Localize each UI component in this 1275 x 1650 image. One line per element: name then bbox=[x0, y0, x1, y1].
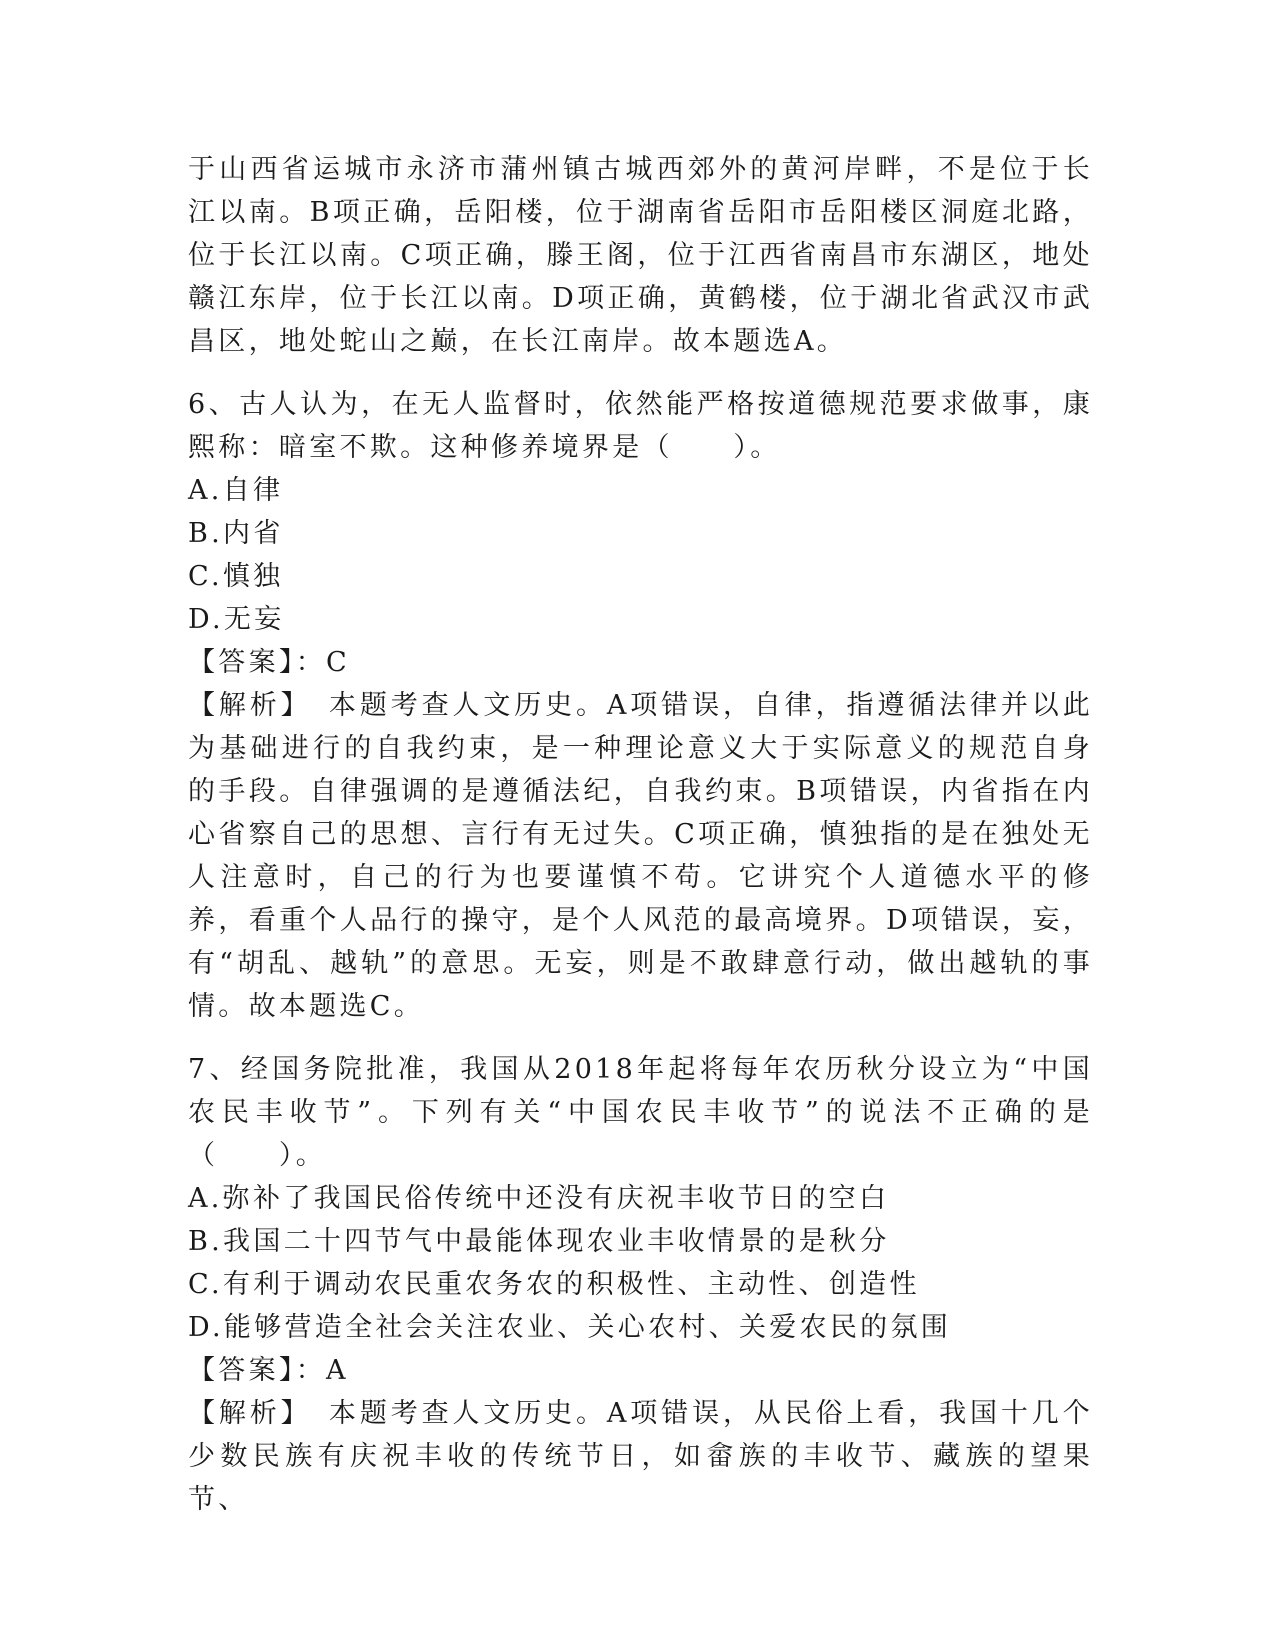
previous-question-analysis-continuation: 于山西省运城市永济市蒲州镇古城西郊外的黄河岸畔，不是位于长江以南。B项正确，岳阳楼，位于湖南省岳阳市岳阳楼区洞庭北路，位于长江以南。C项正确，滕王阁，位于江西省南昌市东湖区，地处赣江东岸，位于长江以南。D项正确，黄鹤楼，位于湖北省武汉市武昌区，地处蛇山之巅，在长江南岸。故本题选A。 bbox=[188, 154, 1093, 357]
analysis-text: 【解析】 本题考查人文历史。A项错误，自律，指遵循法律并以此为基础进行的自我约束，是一种理论意义大于实际意义的规范自身的手段。自律强调的是遵循法纪，自我约束。B项错误，内省指在内心省察自己的思想、言行有无过失。C项正确，慎独指的是在独处无人注意时，自己的行为也要谨慎不苟。它讲究个人道德水平的修养，看重个人品行的操守，是个人风范的最高境界。D项错误，妄，有“胡乱、越轨”的意思。无妄，则是不敢肆意行动，做出越轨的事情。故本题选C。 bbox=[188, 690, 1093, 1022]
document-body bbox=[188, 148, 1093, 1521]
analysis-text: 【解析】 本题考查人文历史。A项错误，从民俗上看，我国十几个少数民族有庆祝丰收的传统节日，如畲族的丰收节、藏族的望果节、 bbox=[188, 1398, 1093, 1515]
option-c: C.慎独 bbox=[188, 561, 284, 592]
question-stem: 7、经国务院批准，我国从2018年起将每年农历秋分设立为“中国农民丰收节”。下列有关“中国农民丰收节”的说法不正确的是（ ）。 bbox=[188, 1054, 1093, 1171]
question-7 bbox=[188, 1048, 1093, 1521]
option-c: C.有利于调动农民重农务农的积极性、主动性、创造性 bbox=[188, 1269, 920, 1300]
option-d: D.能够营造全社会关注农业、关心农村、关爱农民的氛围 bbox=[188, 1312, 952, 1343]
option-a: A.弥补了我国民俗传统中还没有庆祝丰收节日的空白 bbox=[188, 1183, 890, 1214]
option-b: B.内省 bbox=[188, 518, 284, 549]
option-b: B.我国二十四节气中最能体现农业丰收情景的是秋分 bbox=[188, 1226, 890, 1257]
question-stem: 6、古人认为，在无人监督时，依然能严格按道德规范要求做事，康熙称：暗室不欺。这种修养境界是（ ）。 bbox=[188, 389, 1093, 463]
question-6 bbox=[188, 383, 1093, 1028]
answer-line: 【答案】：A bbox=[188, 1355, 349, 1386]
answer-line: 【答案】：C bbox=[188, 647, 350, 678]
option-d: D.无妄 bbox=[188, 604, 285, 635]
option-a: A.自律 bbox=[188, 475, 284, 506]
